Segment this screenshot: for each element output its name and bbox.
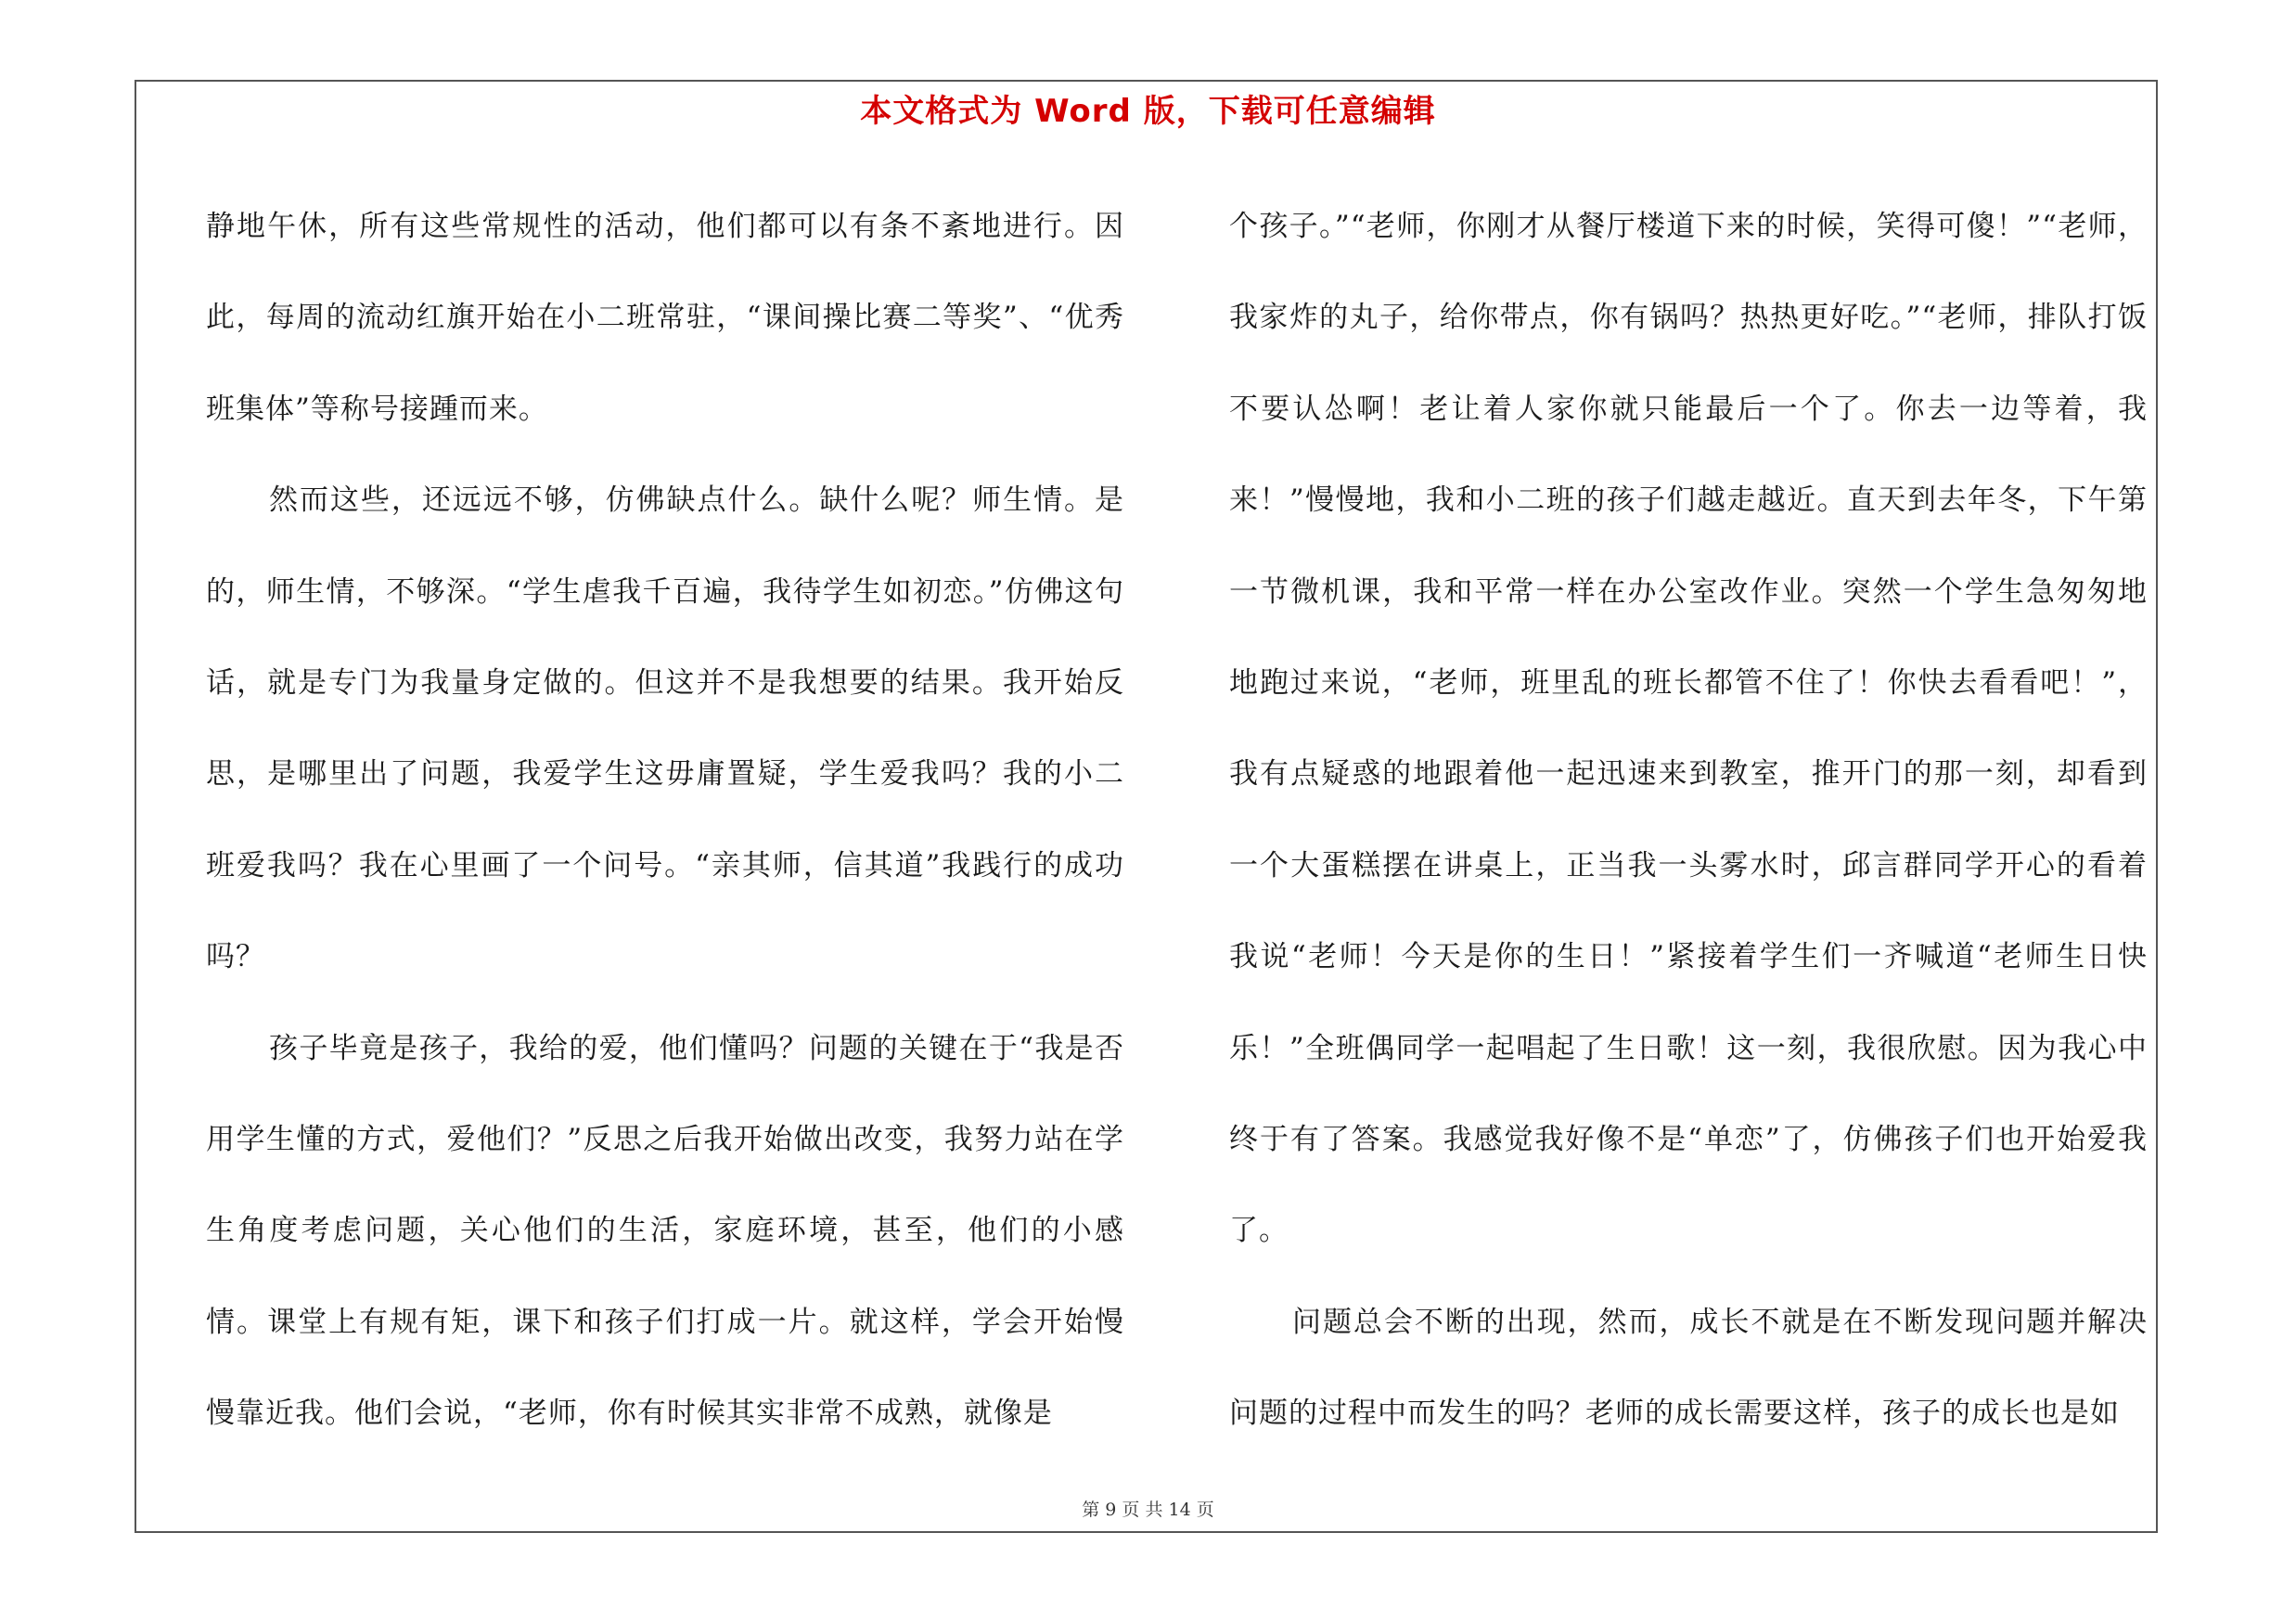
paragraph: 孩子毕竟是孩子，我给的爱，他们懂吗？问题的关键在于“我是否用学生懂的方式，爱他们？”反思之后我开始做出改变，我努力站在学生角度考虑问题，关心他们的生活，家庭环境，甚至，他们的小感情。课堂上有规有矩，课下和孩子们打成一片。就这样，学会开始慢慢靠近我。他们会说，“老师，你有时候其实非常不成熟，就像是 (206, 1031, 1124, 1431)
format-notice: 本文格式为 Word 版，下载可任意编辑 (860, 93, 1436, 130)
right-text-column (1229, 181, 2148, 1460)
paragraph: 问题总会不断的出现，然而，成长不就是在不断发现问题并解决问题的过程中而发生的吗？老师的成长需要这样，孩子的成长也是如 (1229, 1305, 2148, 1431)
left-text-column (206, 181, 1124, 1460)
paragraph: 然而这些，还远远不够，仿佛缺点什么。缺什么呢？师生情。是的，师生情，不够深。“学生虐我千百遍，我待学生如初恋。”仿佛这句话，就是专门为我量身定做的。但这并不是我想要的结果。我开始反思，是哪里出了问题，我爱学生这毋庸置疑，学生爱我吗？我的小二班爱我吗？我在心里画了一个问号。“亲其师，信其道”我践行的成功吗？ (206, 483, 1124, 974)
paragraph: 个孩子。”“老师，你刚才从餐厅楼道下来的时候，笑得可傻！”“老师，我家炸的丸子，给你带点，你有锅吗？热热更好吃。”“老师，排队打饭不要认怂啊！老让着人家你就只能最后一个了。你去一边等着，我来！”慢慢地，我和小二班的孩子们越走越近。直天到去年冬，下午第一节微机课，我和平常一样在办公室改作业。突然一个学生急匆匆地地跑过来说，“老师，班里乱的班长都管不住了！你快去看看吧！”，我有点疑惑的地跟着他一起迅速来到教室，推开门的那一刻，却看到一个大蛋糕摆在讲桌上，正当我一头雾水时，邱言群同学开心的看着我说“老师！今天是你的生日！”紧接着学生们一齐喊道“老师生日快乐！”全班偶同学一起唱起了生日歌！这一刻，我很欣慰。因为我心中终于有了答案。我感觉我好像不是“单恋”了，仿佛孩子们也开始爱我了。 (1229, 210, 2148, 1248)
paragraph: 静地午休，所有这些常规性的活动，他们都可以有条不紊地进行。因此，每周的流动红旗开始在小二班常驻，“课间操比赛二等奖”、“优秀班集体”等称号接踵而来。 (206, 210, 1124, 426)
page-number: 第 9 页 共 14 页 (1082, 1500, 1214, 1520)
